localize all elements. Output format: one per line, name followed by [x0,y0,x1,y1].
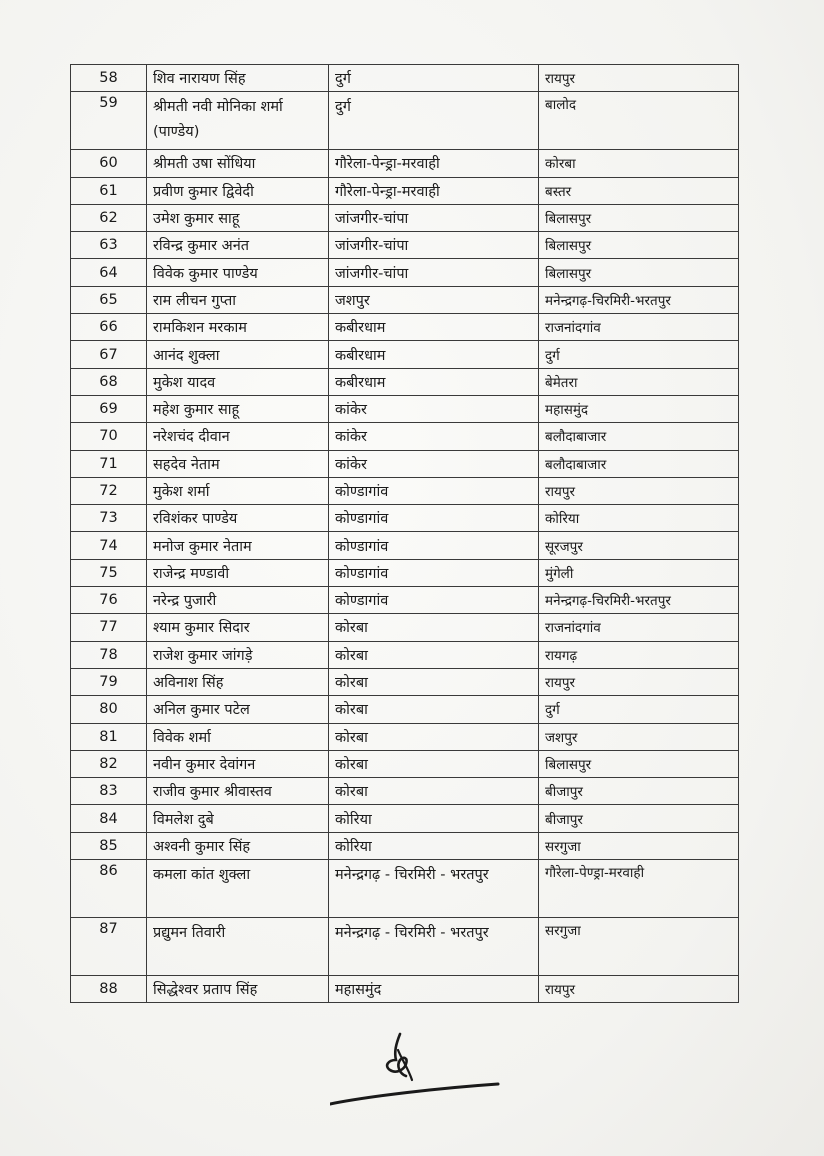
table-row [71,232,739,259]
table-row [71,259,739,286]
serial-number-cell: 67 [71,341,147,368]
table-row [71,532,739,559]
employee-name-cell: आनंद शुक्ला [147,341,329,368]
employee-name-cell: शिव नारायण सिंह [147,65,329,92]
new-district-cell: बस्तर [539,177,739,204]
new-district-cell: मनेन्द्रगढ़-चिरमिरी-भरतपुर [539,587,739,614]
table-row [71,641,739,668]
serial-number-cell: 76 [71,587,147,614]
serial-number-cell: 71 [71,450,147,477]
current-district-cell: कांकेर [329,450,539,477]
employee-name-cell: रामकिशन मरकाम [147,314,329,341]
transfer-table-body [71,65,739,1003]
serial-number-cell: 72 [71,477,147,504]
table-row [71,805,739,832]
employee-name-cell: राजेश कुमार जांगड़े [147,641,329,668]
serial-number-cell: 62 [71,204,147,231]
employee-name-cell: श्रीमती नवी मोनिका शर्मा (पाण्डेय) [147,92,329,150]
table-row [71,65,739,92]
serial-number-cell: 61 [71,177,147,204]
new-district-cell: कोरिया [539,505,739,532]
serial-number-cell: 63 [71,232,147,259]
employee-name-cell: नरेशचंद दीवान [147,423,329,450]
current-district-cell: महासमुंद [329,976,539,1003]
table-row [71,668,739,695]
signature-icon [330,1030,500,1110]
table-row [71,860,739,918]
new-district-cell: सूरजपुर [539,532,739,559]
employee-name-cell: विवेक शर्मा [147,723,329,750]
current-district-cell: मनेन्द्रगढ़ - चिरमिरी - भरतपुर [329,918,539,976]
current-district-cell: कबीरधाम [329,341,539,368]
serial-number-cell: 73 [71,505,147,532]
table-row [71,423,739,450]
new-district-cell: रायपुर [539,976,739,1003]
new-district-cell: बलौदाबाजार [539,450,739,477]
serial-number-cell: 59 [71,92,147,150]
employee-name-cell: मुकेश शर्मा [147,477,329,504]
serial-number-cell: 87 [71,918,147,976]
current-district-cell: कोरबा [329,668,539,695]
table-row [71,750,739,777]
employee-name-cell: सिद्धेश्वर प्रताप सिंह [147,976,329,1003]
current-district-cell: कोरिया [329,832,539,859]
current-district-cell: दुर्ग [329,92,539,150]
serial-number-cell: 86 [71,860,147,918]
current-district-cell: दुर्ग [329,65,539,92]
table-row [71,286,739,313]
new-district-cell: जशपुर [539,723,739,750]
employee-name-cell: अश्वनी कुमार सिंह [147,832,329,859]
serial-number-cell: 58 [71,65,147,92]
table-row [71,723,739,750]
new-district-cell: बीजापुर [539,805,739,832]
employee-name-cell: विमलेश दुबे [147,805,329,832]
table-row [71,395,739,422]
serial-number-cell: 85 [71,832,147,859]
serial-number-cell: 64 [71,259,147,286]
table-row [71,92,739,150]
transfer-table [70,64,739,1003]
current-district-cell: कोण्डागांव [329,505,539,532]
new-district-cell: सरगुजा [539,832,739,859]
table-row [71,368,739,395]
current-district-cell: गौरेला-पेन्ड्रा-मरवाही [329,177,539,204]
new-district-cell: बिलासपुर [539,204,739,231]
employee-name-cell: राम लीचन गुप्ता [147,286,329,313]
current-district-cell: जांजगीर-चांपा [329,232,539,259]
employee-name-cell: प्रद्युमन तिवारी [147,918,329,976]
employee-name-cell: अविनाश सिंह [147,668,329,695]
new-district-cell: बेमेतरा [539,368,739,395]
current-district-cell: कोरबा [329,723,539,750]
serial-number-cell: 84 [71,805,147,832]
table-row [71,477,739,504]
new-district-cell: बिलासपुर [539,259,739,286]
serial-number-cell: 65 [71,286,147,313]
new-district-cell: मनेन्द्रगढ़-चिरमिरी-भरतपुर [539,286,739,313]
table-row [71,314,739,341]
serial-number-cell: 77 [71,614,147,641]
current-district-cell: कोण्डागांव [329,587,539,614]
new-district-cell: महासमुंद [539,395,739,422]
table-row [71,150,739,177]
table-row [71,918,739,976]
table-row [71,559,739,586]
employee-name-cell: मनोज कुमार नेताम [147,532,329,559]
current-district-cell: कोण्डागांव [329,559,539,586]
serial-number-cell: 79 [71,668,147,695]
current-district-cell: कबीरधाम [329,368,539,395]
new-district-cell: दुर्ग [539,341,739,368]
new-district-cell: सरगुजा [539,918,739,976]
current-district-cell: कांकेर [329,395,539,422]
new-district-cell: बलौदाबाजार [539,423,739,450]
new-district-cell: रायगढ़ [539,641,739,668]
new-district-cell: कोरबा [539,150,739,177]
new-district-cell: रायपुर [539,477,739,504]
employee-name-cell: नवीन कुमार देवांगन [147,750,329,777]
current-district-cell: कोरबा [329,750,539,777]
employee-name-cell: अनिल कुमार पटेल [147,696,329,723]
new-district-cell: बालोद [539,92,739,150]
current-district-cell: कोरिया [329,805,539,832]
serial-number-cell: 60 [71,150,147,177]
table-row [71,177,739,204]
current-district-cell: कोरबा [329,641,539,668]
new-district-cell: मुंगेली [539,559,739,586]
table-row [71,450,739,477]
current-district-cell: कोरबा [329,614,539,641]
employee-name-cell: श्रीमती उषा सोंधिया [147,150,329,177]
table-row [71,832,739,859]
current-district-cell: कोरबा [329,696,539,723]
employee-name-cell: प्रवीण कुमार द्विवेदी [147,177,329,204]
new-district-cell: बिलासपुर [539,750,739,777]
current-district-cell: जांजगीर-चांपा [329,259,539,286]
table-row [71,341,739,368]
serial-number-cell: 78 [71,641,147,668]
employee-name-cell: कमला कांत शुक्ला [147,860,329,918]
serial-number-cell: 70 [71,423,147,450]
current-district-cell: जशपुर [329,286,539,313]
table-row [71,505,739,532]
current-district-cell: कबीरधाम [329,314,539,341]
current-district-cell: कोरबा [329,778,539,805]
employee-name-cell: मुकेश यादव [147,368,329,395]
serial-number-cell: 88 [71,976,147,1003]
current-district-cell: जांजगीर-चांपा [329,204,539,231]
serial-number-cell: 69 [71,395,147,422]
employee-name-cell: विवेक कुमार पाण्डेय [147,259,329,286]
employee-name-cell: श्याम कुमार सिदार [147,614,329,641]
serial-number-cell: 74 [71,532,147,559]
employee-name-cell: राजीव कुमार श्रीवास्तव [147,778,329,805]
employee-name-cell: महेश कुमार साहू [147,395,329,422]
serial-number-cell: 80 [71,696,147,723]
table-row [71,696,739,723]
current-district-cell: गौरेला-पेन्ड्रा-मरवाही [329,150,539,177]
new-district-cell: रायपुर [539,65,739,92]
table-row [71,204,739,231]
new-district-cell: बिलासपुर [539,232,739,259]
serial-number-cell: 83 [71,778,147,805]
table-row [71,587,739,614]
new-district-cell: राजनांदगांव [539,314,739,341]
current-district-cell: कांकेर [329,423,539,450]
employee-name-cell: उमेश कुमार साहू [147,204,329,231]
employee-name-cell: रविशंकर पाण्डेय [147,505,329,532]
employee-name-cell: नरेन्द्र पुजारी [147,587,329,614]
employee-name-cell: रविन्द्र कुमार अनंत [147,232,329,259]
employee-name-cell: सहदेव नेताम [147,450,329,477]
serial-number-cell: 68 [71,368,147,395]
serial-number-cell: 82 [71,750,147,777]
employee-name-cell: राजेन्द्र मण्डावी [147,559,329,586]
table-row [71,976,739,1003]
new-district-cell: दुर्ग [539,696,739,723]
current-district-cell: कोण्डागांव [329,477,539,504]
table-row [71,778,739,805]
new-district-cell: बीजापुर [539,778,739,805]
new-district-cell: रायपुर [539,668,739,695]
serial-number-cell: 81 [71,723,147,750]
new-district-cell: राजनांदगांव [539,614,739,641]
table-row [71,614,739,641]
new-district-cell: गौरेला-पेण्ड्रा-मरवाही [539,860,739,918]
current-district-cell: कोण्डागांव [329,532,539,559]
serial-number-cell: 66 [71,314,147,341]
serial-number-cell: 75 [71,559,147,586]
current-district-cell: मनेन्द्रगढ़ - चिरमिरी - भरतपुर [329,860,539,918]
